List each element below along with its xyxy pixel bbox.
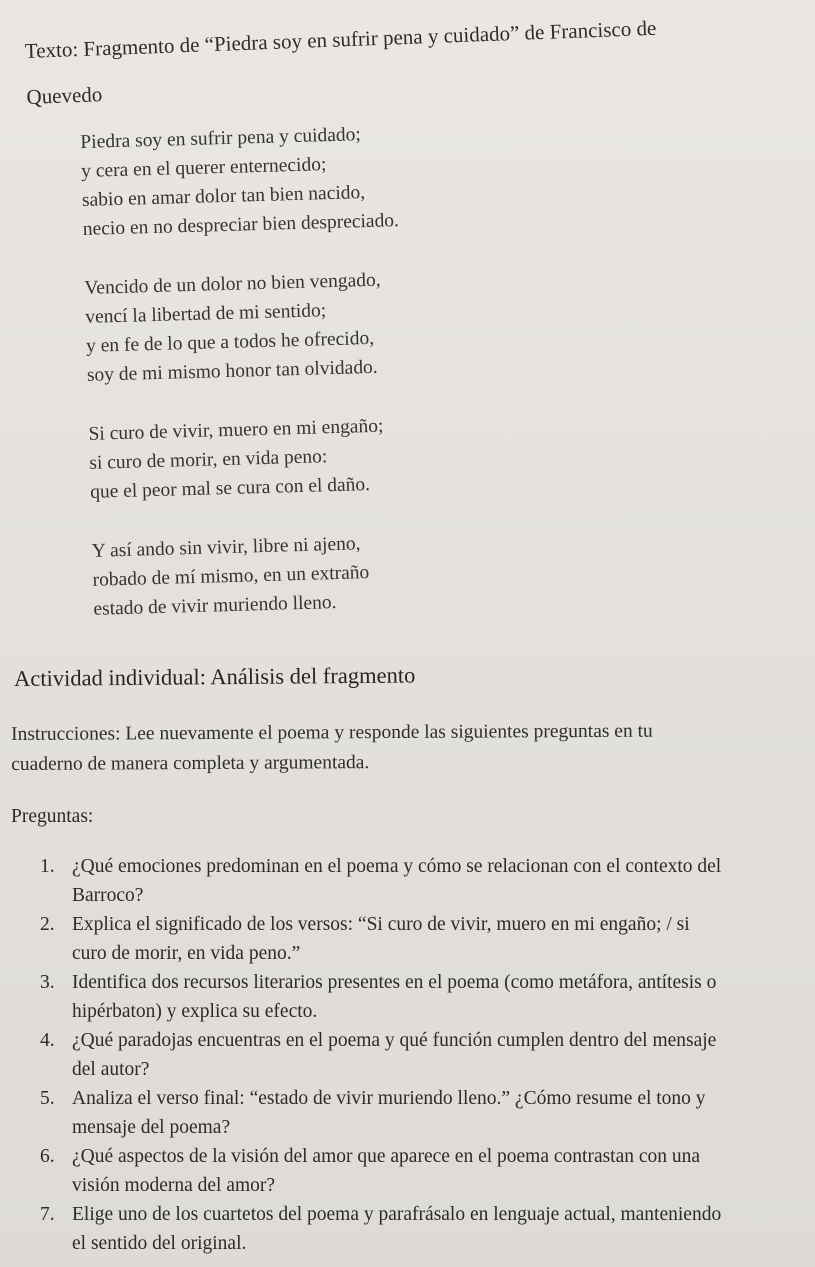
question-text-line: Elige uno de los cuartetos del poema y parafrásalo en lenguaje actual, manteniendo — [72, 1204, 722, 1225]
question-text-line: Analiza el verso final: “estado de vivir muriendo lleno.” ¿Cómo resume el tono y — [72, 1088, 706, 1109]
question-text-line: del autor? — [72, 1059, 150, 1080]
question-number: 5. — [40, 1088, 55, 1109]
question-number: 3. — [40, 972, 55, 993]
question-text-line: ¿Qué aspectos de la visión del amor que aparece en el poema contrastan con una — [72, 1146, 701, 1167]
question-number: 2. — [40, 914, 55, 935]
question-text-line: Identifica dos recursos literarios presentes en el poema (como metáfora, antítesis o — [72, 972, 717, 993]
poem-verse: vencí la libertad de mi sentido; — [84, 300, 327, 328]
poem-verse: y cera en el querer enternecido; — [80, 154, 327, 182]
question-item — [40, 1142, 770, 1200]
instructions-line: cuaderno de manera completa y argumentada. — [11, 752, 370, 775]
question-item — [40, 852, 770, 910]
question-item — [40, 968, 770, 1026]
question-item — [40, 1200, 770, 1258]
poem-verse: estado de vivir muriendo lleno. — [93, 592, 337, 620]
question-number: 6. — [40, 1146, 55, 1167]
poem-stanza — [91, 525, 533, 624]
text-title — [24, 2, 727, 120]
question-number: 7. — [40, 1204, 55, 1225]
question-text-line: ¿Qué emociones predominan en el poema y cómo se relacionan con el contexto del — [72, 856, 722, 877]
question-text-line: hipérbaton) y explica su efecto. — [72, 1001, 318, 1022]
question-text-line: Explica el significado de los versos: “Si curo de vivir, muero en mi engaño; / si — [72, 914, 690, 935]
poem-verse: necio en no despreciar bien despreciado. — [82, 210, 400, 240]
question-item — [40, 1084, 770, 1142]
poem-verse: que el peor mal se cura con el daño. — [89, 474, 371, 503]
poem-verse: y en fe de lo que a todos he ofrecido, — [85, 327, 375, 357]
text-title-line: Texto: Fragmento de “Piedra soy en sufrir pena y cuidado” de Francisco de — [24, 15, 657, 63]
question-number: 4. — [40, 1030, 55, 1051]
poem-verse: robado de mí mismo, en un extraño — [92, 562, 370, 591]
question-item — [40, 910, 770, 968]
poem-fragment — [80, 116, 535, 654]
poem-stanza — [84, 262, 527, 390]
poem-stanza — [88, 408, 530, 507]
activity-heading: Actividad individual: Análisis del fragmento — [14, 662, 416, 691]
question-text-line: mensaje del poema? — [72, 1117, 231, 1138]
instructions-text — [11, 716, 731, 780]
poem-verse: Piedra soy en sufrir pena y cuidado; — [80, 124, 362, 153]
question-text-line: curo de morir, en vida peno.” — [72, 943, 301, 964]
poem-verse: si curo de morir, en vida peno: — [89, 446, 328, 474]
poem-verse: Y así ando sin vivir, libre ni ajeno, — [91, 533, 361, 562]
text-title-line: Quevedo — [26, 82, 103, 109]
question-text-line: visión moderna del amor? — [72, 1175, 276, 1196]
questions-list — [40, 852, 770, 1258]
question-text-line: el sentido del original. — [72, 1233, 247, 1254]
poem-verse: Vencido de un dolor no bien vengado, — [84, 269, 381, 299]
instructions-line: Instrucciones: Lee nuevamente el poema y responde las siguientes preguntas en tu — [11, 720, 653, 745]
poem-stanza — [80, 116, 523, 244]
question-number: 1. — [40, 856, 55, 877]
poem-verse: sabio en amar dolor tan bien nacido, — [81, 182, 366, 211]
question-text-line: Barroco? — [72, 885, 144, 906]
poem-verse: Si curo de vivir, muero en mi engaño; — [88, 415, 384, 445]
question-item — [40, 1026, 770, 1084]
questions-heading: Preguntas: — [11, 806, 94, 827]
question-text-line: ¿Qué paradojas encuentras en el poema y qué función cumplen dentro del mensaje — [72, 1030, 717, 1051]
poem-verse: soy de mi mismo honor tan olvidado. — [86, 356, 378, 386]
